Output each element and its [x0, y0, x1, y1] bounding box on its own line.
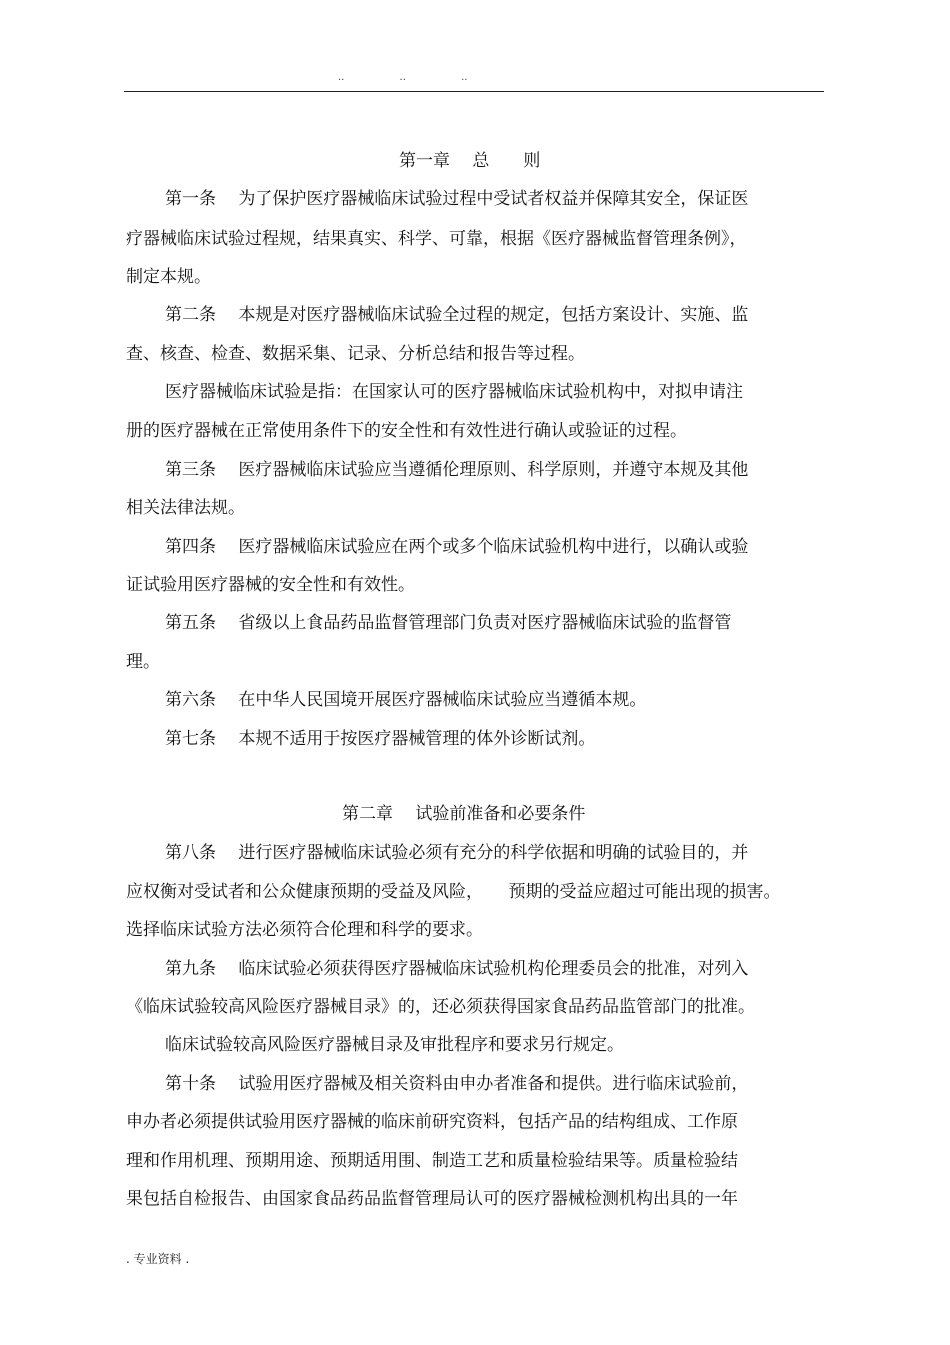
text-line: 第四条 医疗器械临床试验应在两个或多个临床试验机构中进行，以确认或验: [165, 537, 749, 557]
text-line: 应权衡对受试者和公众健康预期的受益及风险， 预期的受益应超过可能出现的损害。: [126, 882, 781, 902]
chapter-2-title: 第二章 试验前准备和必要条件: [342, 804, 586, 824]
text-line: 理和作用机理、预期用途、预期适用围、制造工艺和质量检验结果等。质量检验结: [126, 1151, 738, 1171]
text-line: 第五条 省级以上食品药品监督管理部门负责对医疗器械临床试验的监督管: [165, 613, 732, 633]
text-line: 册的医疗器械在正常使用条件下的安全性和有效性进行确认或验证的过程。: [126, 421, 687, 441]
text-line: 理。: [126, 652, 160, 672]
text-line: 疗器械临床试验过程规，结果真实、科学、可靠，根据《医疗器械监督管理条例》，: [126, 229, 747, 249]
text-line: 第十条 试验用医疗器械及相关资料由申办者准备和提供。进行临床试验前，: [165, 1074, 749, 1094]
text-line: 第三条 医疗器械临床试验应当遵循伦理原则、科学原则，并遵守本规及其他: [165, 460, 749, 480]
text-line: 申办者必须提供试验用医疗器械的临床前研究资料，包括产品的结构组成、工作原: [126, 1112, 738, 1132]
text-line: 选择临床试验方法必须符合伦理和科学的要求。: [126, 920, 483, 940]
header-dot-3: ..: [461, 72, 468, 83]
text-line: 第六条 在中华人民国境开展医疗器械临床试验应当遵循本规。: [165, 690, 647, 710]
header-rule: [124, 91, 824, 92]
text-line: 第九条 临床试验必须获得医疗器械临床试验机构伦理委员会的批准，对列入: [165, 959, 749, 979]
text-line: 第一条 为了保护医疗器械临床试验过程中受试者权益并保障其安全，保证医: [165, 189, 749, 209]
text-line: 查、核查、检查、数据采集、记录、分析总结和报告等过程。: [126, 344, 585, 364]
text-line: 临床试验较高风险医疗器械目录及审批程序和要求另行规定。: [165, 1035, 624, 1055]
text-line: 第二条 本规是对医疗器械临床试验全过程的规定，包括方案设计、实施、监: [165, 305, 749, 325]
page-header-dots: [338, 72, 519, 83]
chapter-1-title: 第一章 总 则: [399, 151, 541, 171]
text-line: 果包括自检报告、由国家食品药品监督管理局认可的医疗器械检测机构出具的一年: [126, 1189, 738, 1209]
text-line: 第七条 本规不适用于按医疗器械管理的体外诊断试剂。: [165, 729, 596, 749]
text-line: 《临床试验较高风险医疗器械目录》的，还必须获得国家食品药品监管部门的批准。: [126, 997, 755, 1017]
text-line: 相关法律法规。: [126, 498, 245, 518]
text-line: 证试验用医疗器械的安全性和有效性。: [126, 575, 415, 595]
header-dot-1: ..: [338, 72, 345, 83]
page-footer: . 专业资料 .: [126, 1252, 190, 1266]
text-line: 第八条 进行医疗器械临床试验必须有充分的科学依据和明确的试验目的，并: [165, 843, 749, 863]
header-dot-2: ..: [399, 72, 406, 83]
text-line: 制定本规。: [126, 267, 211, 287]
text-line: 医疗器械临床试验是指：在国家认可的医疗器械临床试验机构中，对拟申请注: [165, 382, 743, 402]
